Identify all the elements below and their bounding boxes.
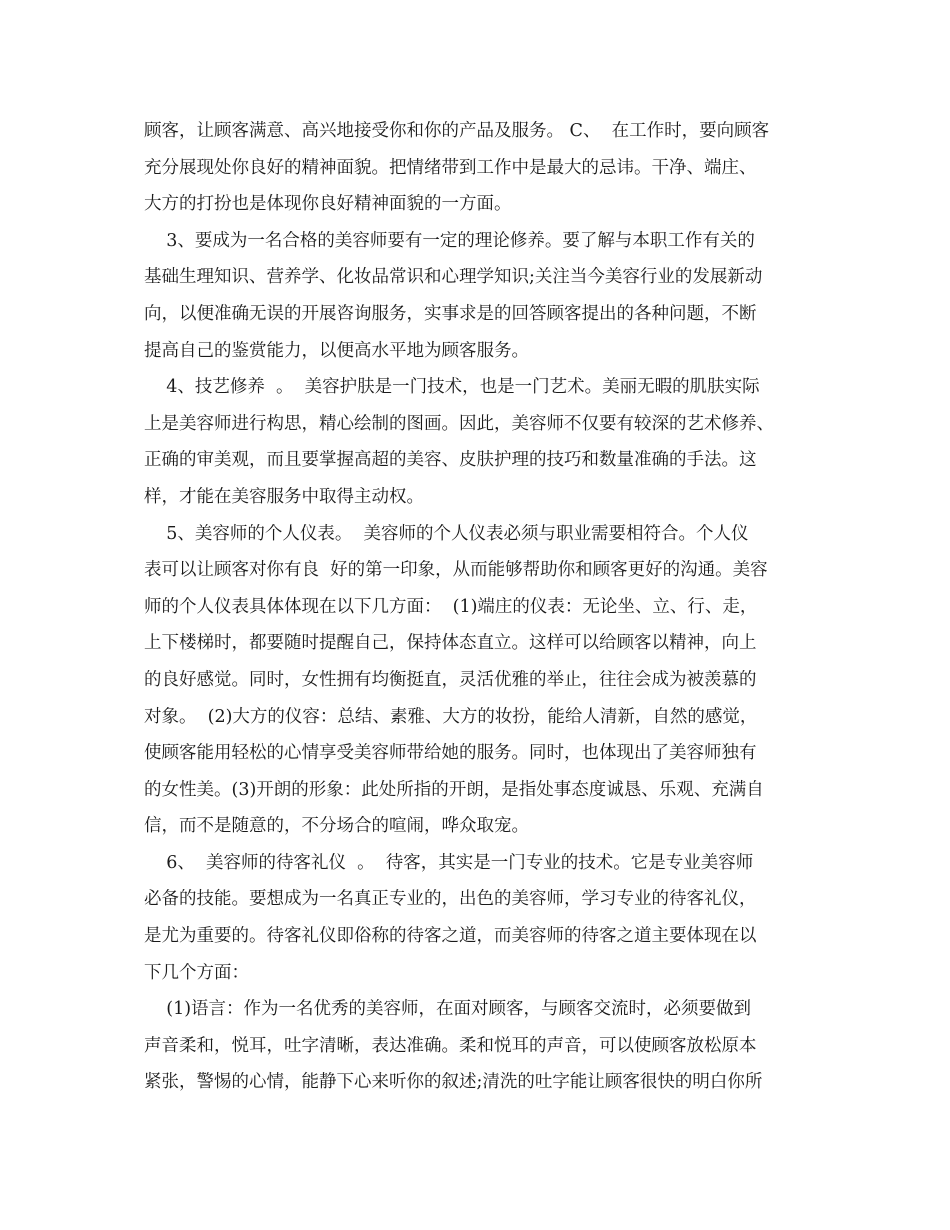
text-line: (1)语言：作为一名优秀的美容师，在面对顾客，与顾客交流时，必须要做到 — [144, 999, 752, 1020]
body-text — [144, 113, 810, 1101]
text-line: 上下楼梯时，都要随时提醒自己，保持体态直立。这样可以给顾客以精神，向上 — [144, 633, 757, 654]
text-line: 正确的审美观，而且要掌握高超的美容、皮肤护理的技巧和数量准确的手法。这 — [144, 450, 757, 471]
text-line: 信，而不是随意的，不分场合的喧闹，哗众取宠。 — [144, 816, 529, 837]
text-line: 3、要成为一名合格的美容师要有一定的理论修养。要了解与本职工作有关的 — [144, 230, 755, 251]
text-line: 对象。 (2)大方的仪容：总结、素雅、大方的妆扮，能给人清新，自然的感觉， — [144, 706, 758, 727]
text-line: 5、美容师的个人仪表。 美容师的个人仪表必须与职业需要相符合。个人仪 — [144, 523, 749, 544]
text-line: 向，以便准确无误的开展咨询服务，实事求是的回答顾客提出的各种问题，不断 — [144, 303, 757, 324]
text-line: 充分展现处你良好的精神面貌。把情绪带到工作中是最大的忌讳。干净、端庄、 — [144, 157, 757, 178]
text-line: 6、 美容师的待客礼仪 。 待客，其实是一门专业的技术。它是专业美容师 — [144, 852, 754, 873]
text-line: 使顾客能用轻松的心情享受美容师带给她的服务。同时，也体现出了美容师独有 — [144, 743, 757, 764]
text-line: 大方的打扮也是体现你良好精神面貌的一方面。 — [144, 194, 512, 215]
text-line: 师的个人仪表具体体现在以下几方面： (1)端庄的仪表：无论坐、立、行、走， — [144, 596, 758, 617]
text-line: 基础生理知识、营养学、化妆品常识和心理学知识;关注当今美容行业的发展新动 — [144, 267, 763, 288]
text-line: 样，才能在美容服务中取得主动权。 — [144, 486, 424, 507]
text-line: 的良好感觉。同时，女性拥有均衡挺直，灵活优雅的举止，往往会成为被羡慕的 — [144, 669, 757, 690]
text-line: 紧张，警惕的心情，能静下心来听你的叙述;清洗的吐字能让顾客很快的明白你所 — [144, 1072, 763, 1093]
text-line: 上是美容师进行构思，精心绘制的图画。因此，美容师不仅要有较深的艺术修养、 — [144, 413, 774, 434]
text-line: 顾客，让顾客满意、高兴地接受你和你的产品及服务。 C、 在工作时，要向顾客 — [144, 121, 770, 141]
text-line: 是尤为重要的。待客礼仪即俗称的待客之道，而美容师的待客之道主要体现在以 — [144, 926, 757, 947]
text-line: 表可以让顾客对你有良 好的第一印象，从而能够帮助你和顾客更好的沟通。美容 — [144, 560, 768, 581]
text-line: 必备的技能。要想成为一名真正专业的，出色的美容师，学习专业的待客礼仪， — [144, 889, 757, 910]
text-line: 声音柔和，悦耳，吐字清晰，表达准确。柔和悦耳的声音，可以使顾客放松原本 — [144, 1035, 757, 1056]
text-line: 下几个方面： — [144, 962, 249, 983]
text-line: 提高自己的鉴赏能力，以便高水平地为顾客服务。 — [144, 340, 529, 361]
text-line: 的女性美。(3)开朗的形象：此处所指的开朗，是指处事态度诚恳、乐观、充满自 — [144, 779, 764, 800]
text-line: 4、技艺修养 。 美容护肤是一门技术，也是一门艺术。美丽无暇的肌肤实际 — [144, 377, 760, 398]
